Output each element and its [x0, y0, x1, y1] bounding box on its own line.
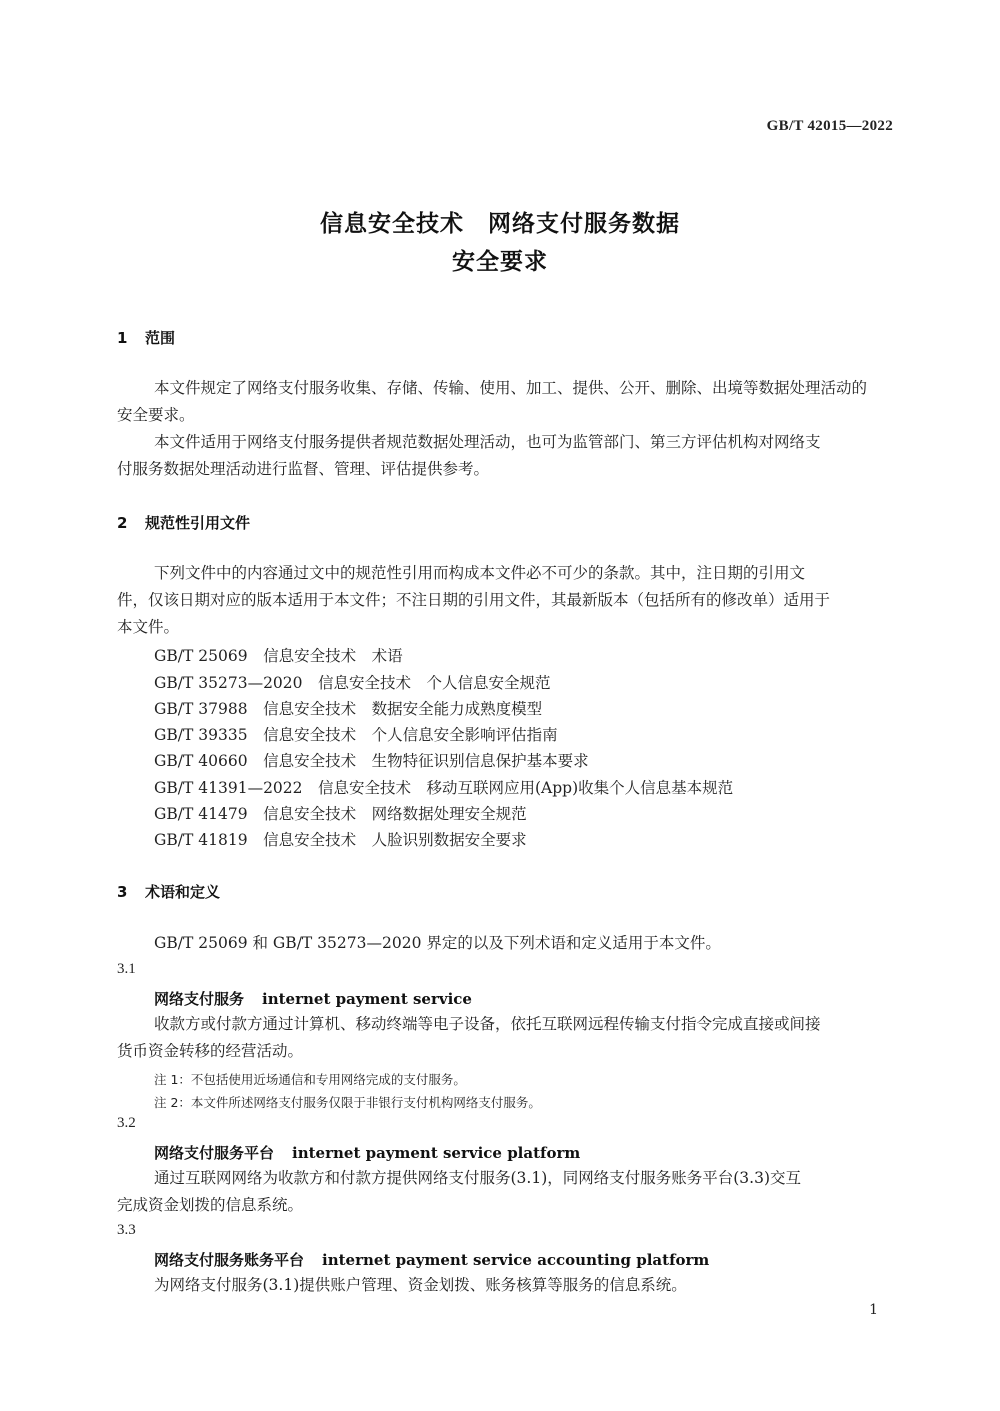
section-2-heading	[117, 512, 250, 533]
term-chinese: 网络支付服务账务平台	[154, 1251, 305, 1269]
page-number: 1	[869, 1302, 878, 1318]
normative-reference-item: GB/T 39335 信息安全技术 个人信息安全影响评估指南	[154, 726, 558, 744]
term-entry	[154, 1249, 709, 1270]
term-entry	[154, 988, 472, 1009]
clause-number: 3.2	[117, 1115, 136, 1131]
normative-reference-item: GB/T 35273—2020 信息安全技术 个人信息安全规范	[154, 674, 551, 692]
section-3-heading	[117, 881, 220, 902]
term-chinese: 网络支付服务	[154, 990, 245, 1008]
term-chinese: 网络支付服务平台	[154, 1144, 275, 1162]
paragraph-line: 本文件。	[117, 618, 180, 636]
section-number: 2	[117, 514, 128, 532]
definition-line: 货币资金转移的经营活动。	[117, 1042, 304, 1060]
term-english: internet payment service	[262, 990, 472, 1008]
section-title: 术语和定义	[145, 883, 221, 901]
document-title-line-1: 信息安全技术 网络支付服务数据	[320, 211, 680, 237]
paragraph-line: 付服务数据处理活动进行监督、管理、评估提供参考。	[117, 460, 490, 478]
normative-reference-item: GB/T 41479 信息安全技术 网络数据处理安全规范	[154, 805, 527, 823]
clause-number: 3.3	[117, 1222, 136, 1238]
paragraph-line: 安全要求。	[117, 406, 195, 424]
note: 注 1：不包括使用近场通信和专用网络完成的支付服务。	[154, 1072, 466, 1087]
clause-number: 3.1	[117, 961, 136, 977]
term-entry	[154, 1142, 580, 1163]
section-title: 范围	[145, 329, 176, 347]
paragraph-line: 本文件适用于网络支付服务提供者规范数据处理活动，也可为监管部门、第三方评估机构对网络支	[154, 433, 821, 451]
section-number: 1	[117, 329, 128, 347]
definition-line: 完成资金划拨的信息系统。	[117, 1196, 304, 1214]
normative-reference-item: GB/T 41819 信息安全技术 人脸识别数据安全要求	[154, 831, 527, 849]
definition-line: 为网络支付服务(3.1)提供账户管理、资金划拨、账务核算等服务的信息系统。	[154, 1276, 687, 1294]
term-english: internet payment service platform	[292, 1144, 581, 1162]
paragraph-line: 下列文件中的内容通过文中的规范性引用而构成本文件必不可少的条款。其中，注日期的引用文	[154, 564, 806, 582]
section-1-heading	[117, 327, 175, 348]
paragraph-line: 本文件规定了网络支付服务收集、存储、传输、使用、加工、提供、公开、删除、出境等数据处理活动的	[154, 379, 868, 397]
standard-code: GB/T 42015—2022	[766, 118, 893, 134]
note: 注 2：本文件所述网络支付服务仅限于非银行支付机构网络支付服务。	[154, 1095, 541, 1110]
normative-reference-item: GB/T 40660 信息安全技术 生物特征识别信息保护基本要求	[154, 752, 589, 770]
document-title-line-2: 安全要求	[452, 249, 548, 275]
paragraph-line: GB/T 25069 和 GB/T 35273—2020 界定的以及下列术语和定义适用于本文件。	[154, 934, 721, 952]
normative-reference-item: GB/T 25069 信息安全技术 术语	[154, 647, 403, 665]
normative-reference-item: GB/T 41391—2022 信息安全技术 移动互联网应用(App)收集个人信息基本规范	[154, 779, 734, 797]
section-number: 3	[117, 883, 128, 901]
definition-line: 通过互联网网络为收款方和付款方提供网络支付服务(3.1)，同网络支付服务账务平台(3.3)交互	[154, 1169, 801, 1187]
section-title: 规范性引用文件	[145, 514, 251, 532]
definition-line: 收款方或付款方通过计算机、移动终端等电子设备，依托互联网远程传输支付指令完成直接或间接	[154, 1015, 821, 1033]
normative-reference-item: GB/T 37988 信息安全技术 数据安全能力成熟度模型	[154, 700, 543, 718]
term-english: internet payment service accounting platform	[322, 1251, 710, 1269]
paragraph-line: 件，仅该日期对应的版本适用于本文件；不注日期的引用文件，其最新版本（包括所有的修改单）适用于	[117, 591, 831, 609]
